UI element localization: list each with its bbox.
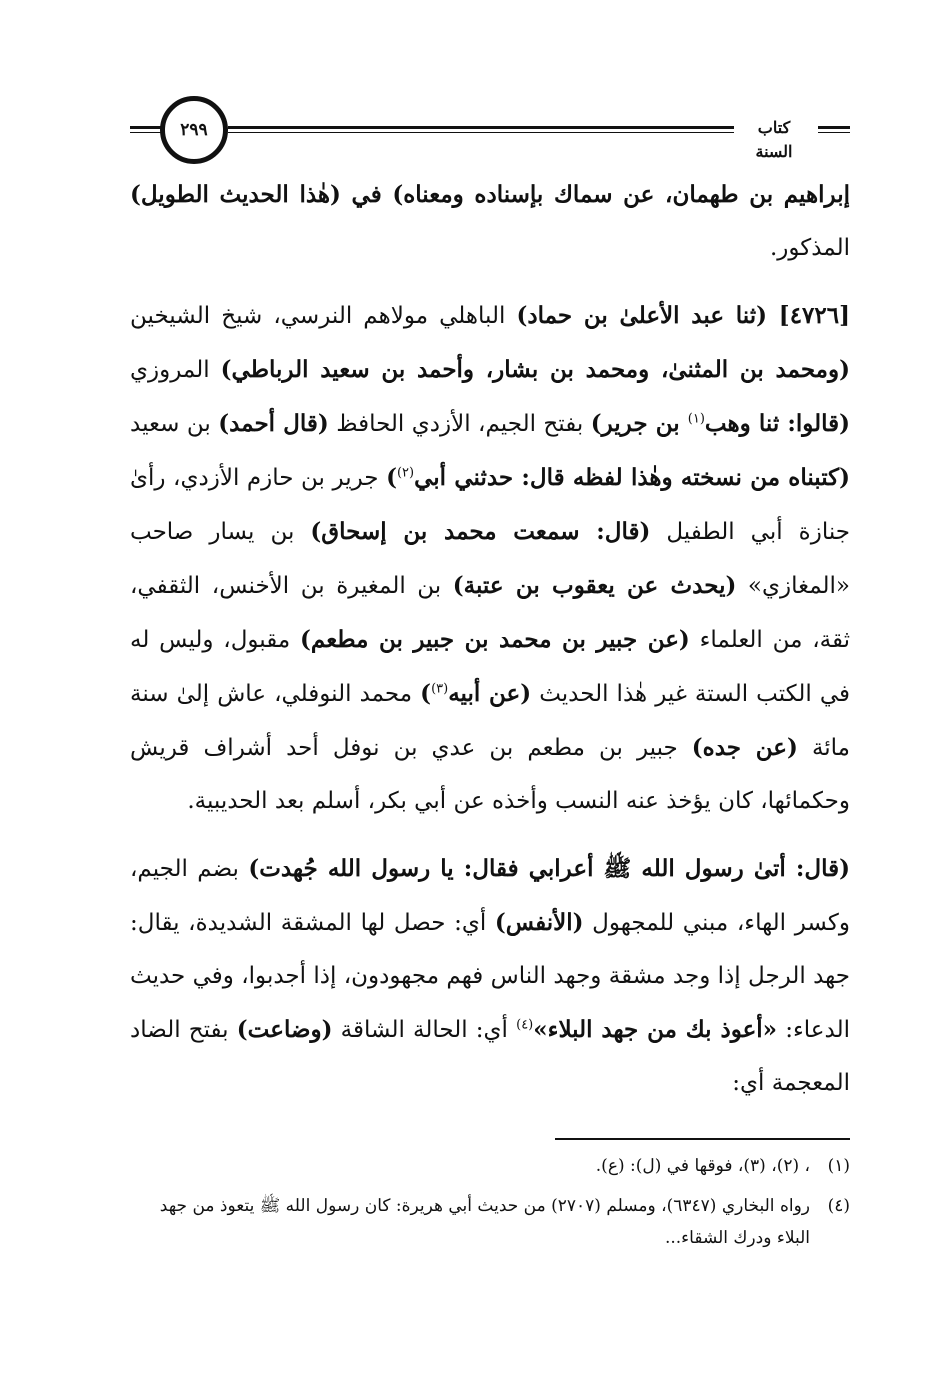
footnote-text: رواه البخاري (٦٣٤٧)، ومسلم (٢٧٠٧) من حديث أبي هريرة: كان رسول الله ﷺ يتعوذ من جهد البلاء ودرك الشقاء... [159,1196,810,1248]
bold-text: إبراهيم بن طهمان، عن سماك بإسناده ومعناه) في (هٰذا الحديث الطويل) [130,181,850,208]
bold-text: ) [386,464,397,491]
bold-text: (الأنفس) [494,909,584,936]
text: المذكور. [769,235,850,261]
bold-text: (عن أبيه [448,680,532,707]
text: بن المغيرة بن الأخنس، الثقفي، ثقة، من العلماء [130,573,851,653]
text: مقبول، وليس له في الكتب الستة غير هٰذا الحديث [130,627,851,707]
header-rule-left [130,126,162,129]
header-rule-main-thin [228,132,734,133]
bold-text: (عن جده) [691,734,798,761]
bold-text: ) [420,680,432,707]
header-rule-main [228,126,734,129]
paragraph [130,842,850,1110]
bold-text: (ومحمد بن المثنىٰ، ومحمد بن بشار، وأحمد بن سعيد الرباطي) [220,356,850,383]
page-number: ٢٩٩ [180,120,208,140]
bold-text: (وضاعت) [236,1016,333,1043]
footnote-marker: (٢) [396,465,415,481]
footnote-separator [555,1138,850,1140]
footnote-text: ، (٢)، (٣)، فوقها في (ل): (ع). [595,1156,810,1176]
text: بفتح الجيم، الأزدي الحافظ [328,411,591,437]
bold-text: (عن جبير بن محمد بن جبير بن مطعم) [300,626,690,653]
header-rule-right-thin [818,132,850,133]
footnote [130,1190,850,1254]
text: بن سعيد [130,411,219,437]
text: الباهلي مولاهم النرسي، شيخ الشيخين [130,303,517,329]
footnote-marker: (٣) [431,681,449,697]
bold-text: «أعوذ بك من جهد البلاء» [533,1016,778,1043]
bold-text: (قال: أتىٰ رسول الله ﷺ أعرابي فقال: يا رسول الله جُهدت) [248,855,850,882]
bold-text: (يحدث عن يعقوب بن عتبة) [452,572,737,599]
text: جبير بن مطعم بن عدي بن نوفل أحد أشراف قريش وحكمائها، كان يؤخذ عنه النسب وأخذه عن أبي بكر، أسلم بعد الحديبية. [130,735,850,814]
footnote-number: (١) [827,1156,850,1176]
header-rule-left-thin [130,132,162,133]
text: المروزي [130,357,221,383]
text: أي: الحالة الشاقة [332,1017,517,1043]
bold-text: (قال أحمد) [218,410,329,437]
text: بفتح الضاد المعجمة أي: [130,1017,850,1096]
text: محمد النوفلي، عاش إلىٰ سنة مائة [130,681,851,761]
text: جرير بن حازم الأزدي، رأىٰ جنازة أبي الطفيل [130,465,850,545]
running-title: كتاب السنة [738,116,810,164]
text: أي: حصل لها المشقة الشديدة، يقال: جهد الرجل إذا وجد مشقة وجهد الناس فهم مجهودون، إذا أجدبوا، وفي حديث الدعاء: [130,910,850,1043]
bold-text: (قال: سمعت محمد بن إسحاق) [310,518,651,545]
text: بن يسار صاحب «المغازي» [130,519,850,599]
paragraph [130,289,850,828]
bold-text: (قالوا: ثنا وهب [704,410,851,437]
footnote [130,1150,850,1182]
footnote-number: (٤) [827,1196,850,1216]
bold-text: (كتبناه من نسخته وهٰذا لفظه قال: حدثني أبي [414,464,850,491]
bold-text: بن جرير) [590,410,688,437]
bold-text: [٤٧٢٦] (ثنا عبد الأعلىٰ بن حماد) [516,302,850,329]
text: بضم الجيم، وكسر الهاء، مبني للمجهول [130,856,850,936]
footnote-marker: (٤) [516,1017,534,1033]
paragraph [130,168,850,275]
header-rule-right [818,126,850,129]
page-number-badge [160,96,228,164]
footnote-marker: (١) [687,411,705,427]
body-text [130,168,850,1110]
footnotes [130,1150,850,1262]
